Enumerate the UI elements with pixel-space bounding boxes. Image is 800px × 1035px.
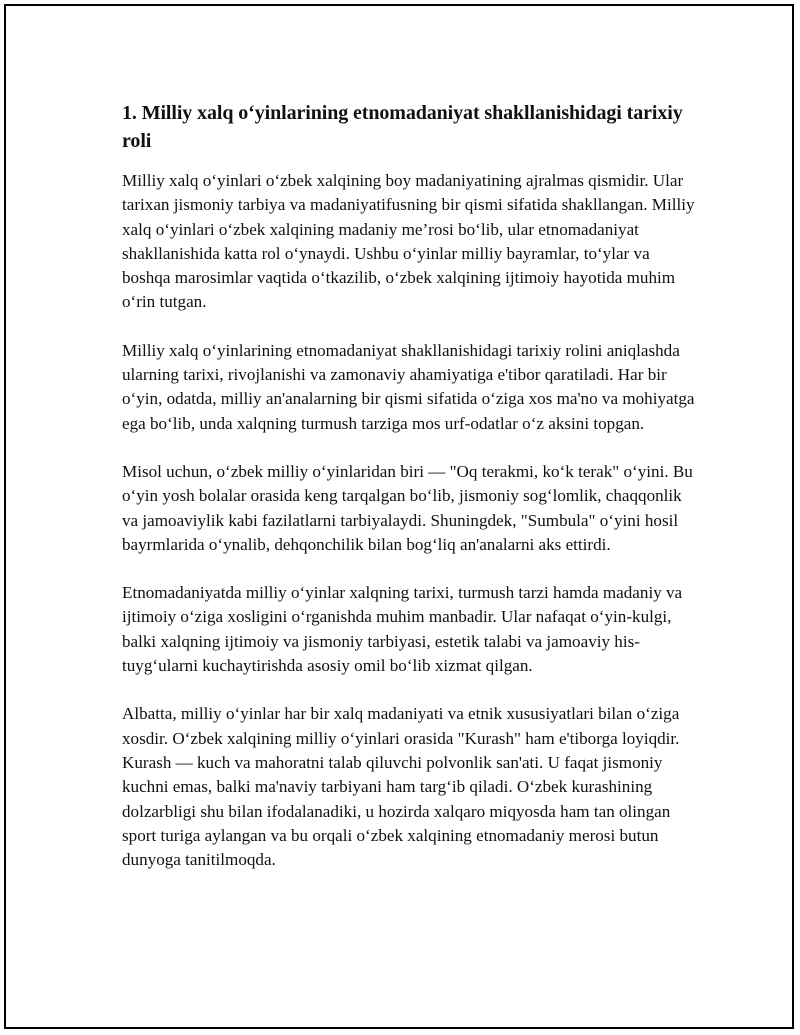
paragraph-1: Milliy xalq o‘yinlari o‘zbek xalqining boy madaniyatining ajralmas qismidir. Ular tarixan jismoniy tarbiya va madaniyatifusning bir qismi sifatida shakllangan. Milliy xalq o‘yinlari o‘zbek xalqining madaniy me’rosi bo‘lib, ular etnomadaniyat shakllanishida katta rol o‘ynaydi. Ushbu o‘yinlar milliy bayramlar, to‘ylar va boshqa marosimlar vaqtida o‘tkazilib, o‘zbek xalqining ijtimoiy hayotida muhim o‘rin tutgan. (122, 171, 695, 312)
paragraph-2: Milliy xalq o‘yinlarining etnomadaniyat shakllanishidagi tarixiy rolini aniqlashda ularning tarixi, rivojlanishi va zamonaviy ahamiyatiga e'tibor qaratiladi. Har bir o‘yin, odatda, milliy an'analarning bir qismi sifatida o‘ziga xos ma'no va mohiyatga ega bo‘lib, unda xalqning turmush tarziga mos urf-odatlar o‘z aksini topgan. (122, 340, 695, 433)
paragraph-3: Misol uchun, o‘zbek milliy o‘yinlaridan biri — "Oq terakmi, ko‘k terak" o‘yini. Bu o‘yin yosh bolalar orasida keng tarqalgan bo‘lib, jismoniy sog‘lomlik, chaqqonlik va jamoaviylik kabi fazilatlarni tarbiyalaydi. Shuningdek, "Sumbula" o‘yini hosil bayrmlarida o‘ynalib, dehqonchilik bilan bog‘liq an'analarni aks ettirdi. (122, 461, 693, 554)
page-title: 1. Milliy xalq o‘yinlarining etnomadaniyat shakllanishidagi tarixiy roli (122, 102, 683, 152)
paragraph-5: Albatta, milliy o‘yinlar har bir xalq madaniyati va etnik xususiyatlari bilan o‘ziga xosdir. O‘zbek xalqining milliy o‘yinlari orasida "Kurash" ham e'tiborga loyiqdir. Kurash — kuch va mahoratni talab qiluvchi polvonlik san'ati. U faqat jismoniy kuchni emas, balki ma'naviy tarbiyani ham targ‘ib qiladi. O‘zbek kurashining dolzarbligi shu bilan ifodalanadiki, u hozirda xalqaro miqyosda ham tan olingan sport turiga aylangan va bu orqali o‘zbek xalqining etnomadaniy merosi butun dunyoga tanitilmoqda. (122, 704, 680, 870)
document-body (122, 99, 702, 872)
page-frame (4, 4, 794, 1029)
paragraph-4: Etnomadaniyatda milliy o‘yinlar xalqning tarixi, turmush tarzi hamda madaniy va ijtimoiy o‘ziga xosligini o‘rganishda muhim manbadir. Ular nafaqat o‘yin-kulgi, balki xalqning ijtimoiy va jismoniy tarbiyasi, estetik talabi va jamoaviy his-tuyg‘ularni kuchaytirishda asosiy omil bo‘lib xizmat qilgan. (122, 583, 683, 676)
